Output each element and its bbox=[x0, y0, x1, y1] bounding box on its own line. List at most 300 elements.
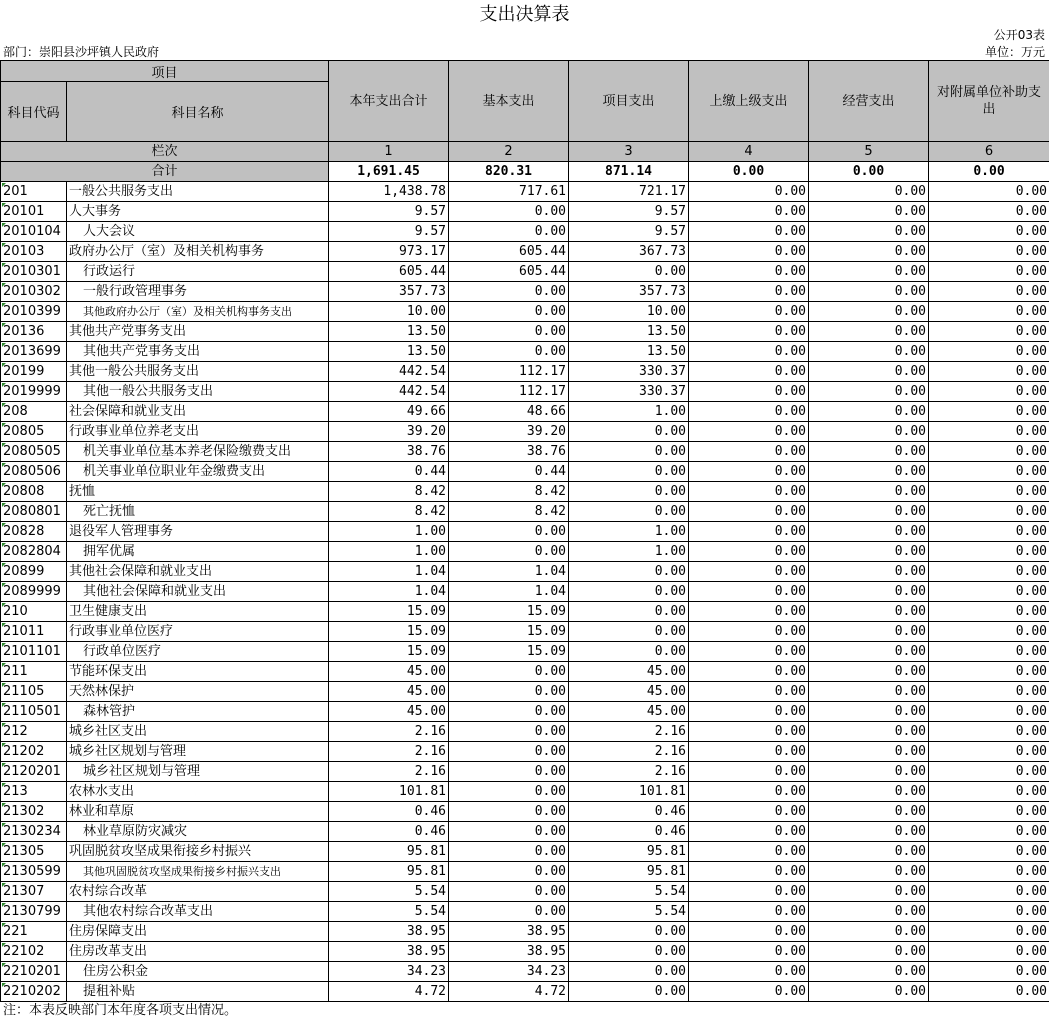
row-value: 2.16 bbox=[329, 722, 449, 742]
row-value: 0.00 bbox=[689, 962, 809, 982]
row-value: 9.57 bbox=[569, 222, 689, 242]
row-value: 0.00 bbox=[809, 982, 929, 1002]
row-value: 1.00 bbox=[329, 522, 449, 542]
row-value: 0.00 bbox=[689, 242, 809, 262]
row-value: 0.00 bbox=[809, 202, 929, 222]
row-value: 101.81 bbox=[329, 782, 449, 802]
row-value: 0.00 bbox=[929, 822, 1049, 842]
row-value: 15.09 bbox=[329, 642, 449, 662]
row-value: 0.00 bbox=[689, 762, 809, 782]
row-value: 49.66 bbox=[329, 402, 449, 422]
row-code: 201 bbox=[1, 182, 67, 202]
row-value: 15.09 bbox=[449, 602, 569, 622]
row-value: 1.00 bbox=[569, 522, 689, 542]
row-value: 0.00 bbox=[809, 322, 929, 342]
row-value: 2.16 bbox=[329, 762, 449, 782]
table-row bbox=[1, 562, 1049, 582]
row-value: 0.00 bbox=[689, 982, 809, 1002]
row-value: 0.00 bbox=[929, 702, 1049, 722]
row-value: 0.00 bbox=[929, 842, 1049, 862]
row-code: 208 bbox=[1, 402, 67, 422]
total-value: 1,691.45 bbox=[329, 162, 449, 182]
header-name: 科目名称 bbox=[67, 82, 329, 142]
table-row bbox=[1, 382, 1049, 402]
row-code: 2010302 bbox=[1, 282, 67, 302]
row-value: 0.00 bbox=[809, 762, 929, 782]
table-row bbox=[1, 822, 1049, 842]
row-value: 1.04 bbox=[329, 582, 449, 602]
row-value: 0.00 bbox=[689, 222, 809, 242]
row-value: 0.00 bbox=[929, 802, 1049, 822]
header-col-subsidy: 对附属单位补助支出 bbox=[929, 61, 1049, 142]
row-value: 0.44 bbox=[329, 462, 449, 482]
row-value: 48.66 bbox=[449, 402, 569, 422]
row-value: 0.00 bbox=[569, 482, 689, 502]
row-value: 0.00 bbox=[809, 342, 929, 362]
row-value: 0.00 bbox=[449, 682, 569, 702]
row-value: 0.46 bbox=[569, 802, 689, 822]
row-value: 0.00 bbox=[929, 502, 1049, 522]
row-value: 0.00 bbox=[809, 682, 929, 702]
row-value: 0.00 bbox=[449, 542, 569, 562]
table-row bbox=[1, 782, 1049, 802]
row-value: 0.00 bbox=[569, 262, 689, 282]
row-value: 0.46 bbox=[329, 822, 449, 842]
row-name: 拥军优属 bbox=[67, 542, 329, 562]
table-row bbox=[1, 942, 1049, 962]
row-value: 0.00 bbox=[929, 462, 1049, 482]
row-value: 0.00 bbox=[449, 702, 569, 722]
table-row bbox=[1, 702, 1049, 722]
row-value: 605.44 bbox=[449, 242, 569, 262]
row-value: 9.57 bbox=[569, 202, 689, 222]
row-value: 0.00 bbox=[449, 202, 569, 222]
row-value: 2.16 bbox=[329, 742, 449, 762]
col-number: 5 bbox=[809, 142, 929, 162]
row-value: 0.00 bbox=[569, 982, 689, 1002]
col-number: 2 bbox=[449, 142, 569, 162]
row-name: 抚恤 bbox=[67, 482, 329, 502]
table-row bbox=[1, 242, 1049, 262]
row-code: 221 bbox=[1, 922, 67, 942]
header-col-project: 项目支出 bbox=[569, 61, 689, 142]
row-value: 0.00 bbox=[929, 742, 1049, 762]
row-code: 2013699 bbox=[1, 342, 67, 362]
row-value: 0.00 bbox=[449, 722, 569, 742]
row-value: 0.00 bbox=[929, 202, 1049, 222]
table-row bbox=[1, 922, 1049, 942]
row-value: 442.54 bbox=[329, 362, 449, 382]
row-value: 0.00 bbox=[569, 642, 689, 662]
row-value: 0.00 bbox=[689, 922, 809, 942]
row-value: 95.81 bbox=[329, 862, 449, 882]
row-value: 0.00 bbox=[689, 202, 809, 222]
row-value: 112.17 bbox=[449, 382, 569, 402]
total-value: 0.00 bbox=[689, 162, 809, 182]
row-code: 210 bbox=[1, 602, 67, 622]
row-value: 0.00 bbox=[449, 742, 569, 762]
row-value: 0.00 bbox=[449, 822, 569, 842]
row-value: 0.00 bbox=[929, 362, 1049, 382]
header-col-business: 经营支出 bbox=[809, 61, 929, 142]
row-name: 人大会议 bbox=[67, 222, 329, 242]
row-name: 其他社会保障和就业支出 bbox=[67, 582, 329, 602]
row-value: 0.00 bbox=[689, 482, 809, 502]
row-name: 死亡抚恤 bbox=[67, 502, 329, 522]
row-value: 0.00 bbox=[689, 682, 809, 702]
row-value: 0.00 bbox=[929, 622, 1049, 642]
table-row bbox=[1, 742, 1049, 762]
row-name: 一般行政管理事务 bbox=[67, 282, 329, 302]
row-value: 38.76 bbox=[449, 442, 569, 462]
row-value: 0.00 bbox=[689, 902, 809, 922]
row-value: 0.00 bbox=[689, 342, 809, 362]
row-value: 0.00 bbox=[929, 182, 1049, 202]
row-name: 节能环保支出 bbox=[67, 662, 329, 682]
row-name: 卫生健康支出 bbox=[67, 602, 329, 622]
row-value: 0.00 bbox=[809, 302, 929, 322]
row-value: 0.00 bbox=[809, 562, 929, 582]
table-row bbox=[1, 802, 1049, 822]
row-value: 605.44 bbox=[329, 262, 449, 282]
row-code: 2120201 bbox=[1, 762, 67, 782]
row-value: 0.00 bbox=[929, 962, 1049, 982]
row-value: 0.00 bbox=[689, 182, 809, 202]
table-row bbox=[1, 322, 1049, 342]
header-item: 项目 bbox=[1, 61, 329, 82]
table-number: 公开03表 bbox=[993, 28, 1045, 42]
page-title: 支出决算表 bbox=[479, 4, 570, 25]
row-value: 0.00 bbox=[929, 682, 1049, 702]
row-name: 林业草原防灾减灾 bbox=[67, 822, 329, 842]
row-value: 0.00 bbox=[929, 762, 1049, 782]
row-code: 2210202 bbox=[1, 982, 67, 1002]
row-value: 0.00 bbox=[809, 962, 929, 982]
row-value: 0.00 bbox=[449, 862, 569, 882]
row-value: 0.00 bbox=[809, 722, 929, 742]
row-value: 0.00 bbox=[449, 302, 569, 322]
row-value: 0.00 bbox=[569, 582, 689, 602]
row-code: 20899 bbox=[1, 562, 67, 582]
row-value: 0.00 bbox=[449, 522, 569, 542]
row-value: 9.57 bbox=[329, 202, 449, 222]
row-value: 0.00 bbox=[569, 602, 689, 622]
row-name: 退役军人管理事务 bbox=[67, 522, 329, 542]
row-value: 0.00 bbox=[929, 942, 1049, 962]
row-value: 95.81 bbox=[569, 862, 689, 882]
row-value: 0.00 bbox=[689, 702, 809, 722]
row-value: 0.00 bbox=[449, 782, 569, 802]
row-value: 0.00 bbox=[449, 762, 569, 782]
row-value: 1.04 bbox=[449, 562, 569, 582]
row-value: 0.00 bbox=[689, 722, 809, 742]
row-value: 0.00 bbox=[809, 362, 929, 382]
row-value: 0.00 bbox=[809, 382, 929, 402]
row-value: 0.00 bbox=[929, 922, 1049, 942]
row-value: 1.04 bbox=[449, 582, 569, 602]
unit-label: 单位：万元 bbox=[984, 45, 1045, 59]
row-value: 0.00 bbox=[449, 342, 569, 362]
table-row bbox=[1, 862, 1049, 882]
row-value: 2.16 bbox=[569, 762, 689, 782]
row-value: 721.17 bbox=[569, 182, 689, 202]
row-value: 0.00 bbox=[929, 482, 1049, 502]
row-value: 0.00 bbox=[689, 282, 809, 302]
row-value: 95.81 bbox=[569, 842, 689, 862]
row-value: 0.00 bbox=[449, 842, 569, 862]
row-value: 357.73 bbox=[329, 282, 449, 302]
row-value: 0.00 bbox=[929, 542, 1049, 562]
row-value: 45.00 bbox=[569, 702, 689, 722]
row-value: 0.00 bbox=[449, 902, 569, 922]
row-name: 其他一般公共服务支出 bbox=[67, 362, 329, 382]
row-value: 0.00 bbox=[689, 542, 809, 562]
table-row bbox=[1, 202, 1049, 222]
row-value: 0.00 bbox=[689, 362, 809, 382]
row-value: 0.00 bbox=[569, 442, 689, 462]
row-name: 其他共产党事务支出 bbox=[67, 322, 329, 342]
row-code: 20136 bbox=[1, 322, 67, 342]
row-value: 0.00 bbox=[929, 402, 1049, 422]
row-value: 112.17 bbox=[449, 362, 569, 382]
row-name: 行政事业单位医疗 bbox=[67, 622, 329, 642]
row-name: 其他政府办公厅（室）及相关机构事务支出 bbox=[67, 302, 329, 322]
row-value: 0.00 bbox=[569, 462, 689, 482]
row-code: 20101 bbox=[1, 202, 67, 222]
row-value: 0.00 bbox=[689, 402, 809, 422]
row-value: 0.00 bbox=[929, 882, 1049, 902]
row-value: 0.46 bbox=[569, 822, 689, 842]
row-name: 行政单位医疗 bbox=[67, 642, 329, 662]
row-value: 34.23 bbox=[329, 962, 449, 982]
band-label: 栏次 bbox=[1, 142, 329, 162]
total-value: 0.00 bbox=[929, 162, 1049, 182]
row-value: 0.00 bbox=[809, 942, 929, 962]
row-value: 973.17 bbox=[329, 242, 449, 262]
row-value: 38.95 bbox=[449, 942, 569, 962]
row-name: 天然林保护 bbox=[67, 682, 329, 702]
row-value: 0.00 bbox=[689, 562, 809, 582]
row-value: 0.00 bbox=[569, 962, 689, 982]
row-value: 0.00 bbox=[449, 802, 569, 822]
row-value: 0.00 bbox=[449, 322, 569, 342]
total-value: 871.14 bbox=[569, 162, 689, 182]
table-row bbox=[1, 422, 1049, 442]
row-value: 0.00 bbox=[809, 862, 929, 882]
row-value: 0.00 bbox=[449, 882, 569, 902]
row-value: 0.00 bbox=[689, 842, 809, 862]
row-value: 15.09 bbox=[329, 622, 449, 642]
row-value: 0.00 bbox=[809, 582, 929, 602]
row-value: 8.42 bbox=[329, 502, 449, 522]
row-value: 38.95 bbox=[329, 942, 449, 962]
row-code: 2210201 bbox=[1, 962, 67, 982]
row-value: 9.57 bbox=[329, 222, 449, 242]
row-value: 0.44 bbox=[449, 462, 569, 482]
row-value: 5.54 bbox=[569, 882, 689, 902]
row-value: 0.00 bbox=[809, 622, 929, 642]
row-code: 20808 bbox=[1, 482, 67, 502]
header-col-upper: 上缴上级支出 bbox=[689, 61, 809, 142]
row-name: 城乡社区支出 bbox=[67, 722, 329, 742]
row-code: 21305 bbox=[1, 842, 67, 862]
row-value: 0.00 bbox=[809, 282, 929, 302]
row-value: 0.00 bbox=[689, 322, 809, 342]
row-value: 0.00 bbox=[449, 222, 569, 242]
row-name: 一般公共服务支出 bbox=[67, 182, 329, 202]
row-value: 0.00 bbox=[689, 262, 809, 282]
row-value: 0.00 bbox=[809, 522, 929, 542]
row-value: 0.00 bbox=[809, 542, 929, 562]
row-value: 5.54 bbox=[569, 902, 689, 922]
row-value: 0.00 bbox=[809, 262, 929, 282]
table-row bbox=[1, 302, 1049, 322]
table-row bbox=[1, 762, 1049, 782]
row-value: 0.00 bbox=[569, 502, 689, 522]
row-value: 605.44 bbox=[449, 262, 569, 282]
row-value: 0.00 bbox=[929, 582, 1049, 602]
row-value: 4.72 bbox=[449, 982, 569, 1002]
header-code: 科目代码 bbox=[1, 82, 67, 142]
row-value: 5.54 bbox=[329, 882, 449, 902]
row-name: 农林水支出 bbox=[67, 782, 329, 802]
row-value: 8.42 bbox=[449, 482, 569, 502]
row-name: 城乡社区规划与管理 bbox=[67, 762, 329, 782]
row-name: 住房公积金 bbox=[67, 962, 329, 982]
row-value: 0.00 bbox=[929, 722, 1049, 742]
table-row bbox=[1, 662, 1049, 682]
row-value: 1,438.78 bbox=[329, 182, 449, 202]
row-value: 0.00 bbox=[929, 522, 1049, 542]
row-value: 0.00 bbox=[929, 242, 1049, 262]
row-value: 39.20 bbox=[449, 422, 569, 442]
row-code: 2010301 bbox=[1, 262, 67, 282]
row-value: 0.00 bbox=[809, 742, 929, 762]
row-value: 0.00 bbox=[569, 922, 689, 942]
row-code: 2080505 bbox=[1, 442, 67, 462]
row-code: 21302 bbox=[1, 802, 67, 822]
col-number: 3 bbox=[569, 142, 689, 162]
row-code: 213 bbox=[1, 782, 67, 802]
table-row bbox=[1, 682, 1049, 702]
row-value: 8.42 bbox=[329, 482, 449, 502]
row-name: 住房改革支出 bbox=[67, 942, 329, 962]
row-value: 15.09 bbox=[449, 642, 569, 662]
table-row bbox=[1, 362, 1049, 382]
table-row bbox=[1, 582, 1049, 602]
table-row bbox=[1, 482, 1049, 502]
row-value: 367.73 bbox=[569, 242, 689, 262]
row-value: 717.61 bbox=[449, 182, 569, 202]
col-number: 4 bbox=[689, 142, 809, 162]
row-value: 8.42 bbox=[449, 502, 569, 522]
row-value: 0.00 bbox=[809, 462, 929, 482]
row-name: 行政事业单位养老支出 bbox=[67, 422, 329, 442]
table-row bbox=[1, 522, 1049, 542]
row-code: 20828 bbox=[1, 522, 67, 542]
row-value: 13.50 bbox=[329, 322, 449, 342]
row-value: 0.00 bbox=[689, 522, 809, 542]
row-code: 21202 bbox=[1, 742, 67, 762]
row-value: 0.00 bbox=[689, 442, 809, 462]
row-value: 0.00 bbox=[929, 302, 1049, 322]
header-col-total: 本年支出合计 bbox=[329, 61, 449, 142]
table-row bbox=[1, 342, 1049, 362]
row-value: 15.09 bbox=[329, 602, 449, 622]
row-value: 38.76 bbox=[329, 442, 449, 462]
table-row bbox=[1, 462, 1049, 482]
row-value: 13.50 bbox=[569, 322, 689, 342]
row-value: 0.00 bbox=[929, 322, 1049, 342]
table-row bbox=[1, 602, 1049, 622]
row-value: 0.00 bbox=[569, 622, 689, 642]
row-value: 5.54 bbox=[329, 902, 449, 922]
row-value: 0.00 bbox=[929, 902, 1049, 922]
row-name: 人大事务 bbox=[67, 202, 329, 222]
row-code: 20805 bbox=[1, 422, 67, 442]
row-name: 其他社会保障和就业支出 bbox=[67, 562, 329, 582]
row-value: 0.00 bbox=[929, 602, 1049, 622]
row-value: 1.00 bbox=[569, 402, 689, 422]
row-value: 0.00 bbox=[809, 182, 929, 202]
table-row bbox=[1, 182, 1049, 202]
row-value: 0.00 bbox=[929, 662, 1049, 682]
row-value: 45.00 bbox=[569, 682, 689, 702]
row-value: 101.81 bbox=[569, 782, 689, 802]
table-row bbox=[1, 542, 1049, 562]
row-value: 1.00 bbox=[569, 542, 689, 562]
row-value: 0.00 bbox=[809, 642, 929, 662]
total-value: 0.00 bbox=[809, 162, 929, 182]
row-code: 2110501 bbox=[1, 702, 67, 722]
row-value: 0.00 bbox=[809, 922, 929, 942]
row-value: 1.00 bbox=[329, 542, 449, 562]
table-row bbox=[1, 622, 1049, 642]
row-value: 95.81 bbox=[329, 842, 449, 862]
table-row bbox=[1, 402, 1049, 422]
row-code: 2082804 bbox=[1, 542, 67, 562]
row-code: 211 bbox=[1, 662, 67, 682]
row-value: 0.00 bbox=[809, 782, 929, 802]
row-value: 0.00 bbox=[929, 562, 1049, 582]
row-code: 2080506 bbox=[1, 462, 67, 482]
expenditure-table bbox=[0, 60, 1049, 1002]
row-value: 0.00 bbox=[689, 822, 809, 842]
row-value: 0.00 bbox=[929, 342, 1049, 362]
row-code: 2089999 bbox=[1, 582, 67, 602]
department-label: 部门：崇阳县沙坪镇人民政府 bbox=[3, 45, 160, 59]
row-value: 13.50 bbox=[329, 342, 449, 362]
row-value: 0.00 bbox=[689, 782, 809, 802]
row-name: 其他一般公共服务支出 bbox=[67, 382, 329, 402]
total-row bbox=[1, 162, 1049, 182]
row-value: 2.16 bbox=[569, 722, 689, 742]
row-value: 13.50 bbox=[569, 342, 689, 362]
row-value: 330.37 bbox=[569, 382, 689, 402]
row-name: 其他共产党事务支出 bbox=[67, 342, 329, 362]
table-row bbox=[1, 262, 1049, 282]
row-name: 机关事业单位职业年金缴费支出 bbox=[67, 462, 329, 482]
row-value: 357.73 bbox=[569, 282, 689, 302]
row-value: 0.00 bbox=[689, 502, 809, 522]
row-code: 21011 bbox=[1, 622, 67, 642]
row-value: 45.00 bbox=[329, 682, 449, 702]
row-name: 其他农村综合改革支出 bbox=[67, 902, 329, 922]
row-name: 行政运行 bbox=[67, 262, 329, 282]
row-value: 0.00 bbox=[809, 882, 929, 902]
row-value: 0.00 bbox=[809, 242, 929, 262]
table-row bbox=[1, 642, 1049, 662]
